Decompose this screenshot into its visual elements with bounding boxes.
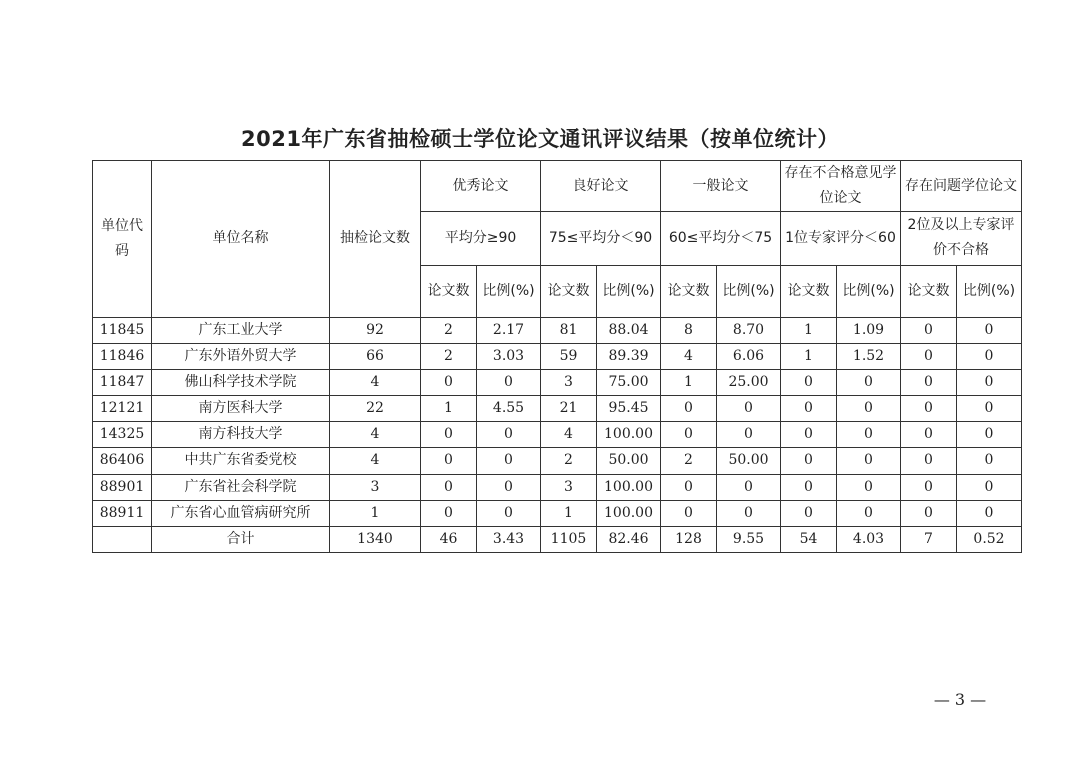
cell-total: 1340 xyxy=(330,526,421,552)
cell-count: 3 xyxy=(541,370,597,396)
sub-header-count: 论文数 xyxy=(661,265,717,317)
cell-ratio: 0 xyxy=(837,370,901,396)
cell-ratio: 0 xyxy=(837,448,901,474)
cell-count: 0 xyxy=(781,422,837,448)
cell-total: 66 xyxy=(330,343,421,369)
cell-count: 0 xyxy=(781,474,837,500)
cell-count: 46 xyxy=(421,526,477,552)
cell-ratio: 95.45 xyxy=(597,396,661,422)
cell-ratio: 0 xyxy=(837,422,901,448)
cell-count: 4 xyxy=(661,343,717,369)
cell-unit-code: 11845 xyxy=(93,317,152,343)
cell-unit-code: 12121 xyxy=(93,396,152,422)
cell-ratio: 1.09 xyxy=(837,317,901,343)
cell-count: 0 xyxy=(661,474,717,500)
cell-ratio: 0 xyxy=(717,500,781,526)
cell-count: 0 xyxy=(421,500,477,526)
cell-ratio: 50.00 xyxy=(717,448,781,474)
sub-header-count: 论文数 xyxy=(781,265,837,317)
cell-count: 0 xyxy=(781,500,837,526)
cell-ratio: 0 xyxy=(957,500,1022,526)
total-row xyxy=(93,526,1022,552)
cell-ratio: 0 xyxy=(957,474,1022,500)
cell-count: 1 xyxy=(661,370,717,396)
cell-count: 7 xyxy=(901,526,957,552)
cell-total: 4 xyxy=(330,370,421,396)
cell-count: 0 xyxy=(901,448,957,474)
header-unit-code: 单位代码 xyxy=(93,161,152,318)
cell-count: 4 xyxy=(541,422,597,448)
cell-ratio: 1.52 xyxy=(837,343,901,369)
cell-ratio: 4.55 xyxy=(477,396,541,422)
sub-header-count: 论文数 xyxy=(541,265,597,317)
cell-count: 54 xyxy=(781,526,837,552)
cell-count: 2 xyxy=(421,343,477,369)
cell-count: 3 xyxy=(541,474,597,500)
header-group-good: 良好论文 xyxy=(541,161,661,212)
cell-ratio: 0 xyxy=(837,474,901,500)
cell-count: 0 xyxy=(901,500,957,526)
cell-count: 59 xyxy=(541,343,597,369)
criterion-excellent: 平均分≥90 xyxy=(421,212,541,265)
cell-ratio: 0 xyxy=(477,448,541,474)
cell-ratio: 25.00 xyxy=(717,370,781,396)
cell-count: 128 xyxy=(661,526,717,552)
header-group-excellent: 优秀论文 xyxy=(421,161,541,212)
cell-ratio: 0 xyxy=(717,422,781,448)
sub-header-ratio: 比例(%) xyxy=(837,265,901,317)
cell-count: 1105 xyxy=(541,526,597,552)
cell-ratio: 0 xyxy=(957,448,1022,474)
cell-unit-name: 南方医科大学 xyxy=(152,396,330,422)
table-row xyxy=(93,474,1022,500)
cell-count: 0 xyxy=(781,396,837,422)
cell-count: 0 xyxy=(421,448,477,474)
cell-ratio: 8.70 xyxy=(717,317,781,343)
header-count: 抽检论文数 xyxy=(330,161,421,318)
cell-count: 0 xyxy=(781,370,837,396)
table-row xyxy=(93,500,1022,526)
cell-ratio: 0 xyxy=(957,317,1022,343)
cell-count: 0 xyxy=(661,396,717,422)
cell-count: 2 xyxy=(421,317,477,343)
cell-ratio: 6.06 xyxy=(717,343,781,369)
cell-unit-name: 合计 xyxy=(152,526,330,552)
cell-ratio: 100.00 xyxy=(597,474,661,500)
cell-total: 22 xyxy=(330,396,421,422)
cell-unit-code: 86406 xyxy=(93,448,152,474)
table-row xyxy=(93,448,1022,474)
cell-unit-code: 11847 xyxy=(93,370,152,396)
cell-count: 0 xyxy=(901,370,957,396)
table-row xyxy=(93,343,1022,369)
cell-unit-name: 佛山科学技术学院 xyxy=(152,370,330,396)
cell-count: 0 xyxy=(901,396,957,422)
cell-ratio: 0 xyxy=(957,396,1022,422)
cell-ratio: 0 xyxy=(957,343,1022,369)
cell-count: 1 xyxy=(781,343,837,369)
table-row xyxy=(93,370,1022,396)
cell-count: 81 xyxy=(541,317,597,343)
header-group-problem: 存在问题学位论文 xyxy=(901,161,1022,212)
cell-total: 3 xyxy=(330,474,421,500)
cell-ratio: 0 xyxy=(837,396,901,422)
header-group-unqualified: 存在不合格意见学位论文 xyxy=(781,161,901,212)
cell-ratio: 2.17 xyxy=(477,317,541,343)
cell-ratio: 3.43 xyxy=(477,526,541,552)
cell-unit-name: 中共广东省委党校 xyxy=(152,448,330,474)
cell-count: 8 xyxy=(661,317,717,343)
cell-ratio: 50.00 xyxy=(597,448,661,474)
table-row xyxy=(93,422,1022,448)
cell-count: 0 xyxy=(661,422,717,448)
cell-count: 21 xyxy=(541,396,597,422)
cell-ratio: 0 xyxy=(717,474,781,500)
cell-total: 1 xyxy=(330,500,421,526)
table-row xyxy=(93,317,1022,343)
cell-ratio: 100.00 xyxy=(597,500,661,526)
header-row-group xyxy=(93,161,1022,212)
cell-unit-code: 11846 xyxy=(93,343,152,369)
cell-unit-code: 88901 xyxy=(93,474,152,500)
cell-total: 4 xyxy=(330,448,421,474)
criterion-problem: 2位及以上专家评价不合格 xyxy=(901,212,1022,265)
page-number: — 3 — xyxy=(933,690,987,709)
cell-count: 2 xyxy=(541,448,597,474)
sub-header-ratio: 比例(%) xyxy=(957,265,1022,317)
cell-ratio: 100.00 xyxy=(597,422,661,448)
cell-count: 2 xyxy=(661,448,717,474)
cell-ratio: 88.04 xyxy=(597,317,661,343)
cell-ratio: 9.55 xyxy=(717,526,781,552)
cell-ratio: 82.46 xyxy=(597,526,661,552)
criterion-average: 60≤平均分＜75 xyxy=(661,212,781,265)
table-row xyxy=(93,396,1022,422)
document-title: 2021年广东省抽检硕士学位论文通讯评议结果（按单位统计） xyxy=(241,127,839,151)
cell-unit-name: 广东省心血管病研究所 xyxy=(152,500,330,526)
cell-count: 0 xyxy=(901,422,957,448)
cell-ratio: 4.03 xyxy=(837,526,901,552)
cell-ratio: 0 xyxy=(837,500,901,526)
results-table xyxy=(92,160,1022,553)
cell-unit-name: 广东工业大学 xyxy=(152,317,330,343)
sub-header-ratio: 比例(%) xyxy=(477,265,541,317)
criterion-good: 75≤平均分＜90 xyxy=(541,212,661,265)
cell-count: 0 xyxy=(781,448,837,474)
cell-ratio: 0 xyxy=(957,422,1022,448)
cell-count: 0 xyxy=(421,474,477,500)
sub-header-count: 论文数 xyxy=(421,265,477,317)
sub-header-count: 论文数 xyxy=(901,265,957,317)
cell-count: 1 xyxy=(421,396,477,422)
criterion-unqualified: 1位专家评分＜60 xyxy=(781,212,901,265)
cell-count: 0 xyxy=(421,422,477,448)
cell-total: 92 xyxy=(330,317,421,343)
cell-ratio: 3.03 xyxy=(477,343,541,369)
cell-ratio: 0 xyxy=(717,396,781,422)
sub-header-ratio: 比例(%) xyxy=(717,265,781,317)
cell-ratio: 89.39 xyxy=(597,343,661,369)
cell-ratio: 0 xyxy=(477,370,541,396)
cell-unit-name: 南方科技大学 xyxy=(152,422,330,448)
cell-ratio: 0 xyxy=(957,370,1022,396)
cell-count: 1 xyxy=(541,500,597,526)
cell-unit-code: 14325 xyxy=(93,422,152,448)
cell-count: 0 xyxy=(901,343,957,369)
cell-unit-code xyxy=(93,526,152,552)
cell-ratio: 0 xyxy=(477,422,541,448)
header-unit-name: 单位名称 xyxy=(152,161,330,318)
cell-count: 0 xyxy=(901,317,957,343)
cell-unit-name: 广东外语外贸大学 xyxy=(152,343,330,369)
cell-ratio: 0 xyxy=(477,474,541,500)
cell-ratio: 0.52 xyxy=(957,526,1022,552)
cell-ratio: 75.00 xyxy=(597,370,661,396)
cell-count: 1 xyxy=(781,317,837,343)
cell-total: 4 xyxy=(330,422,421,448)
cell-unit-name: 广东省社会科学院 xyxy=(152,474,330,500)
cell-ratio: 0 xyxy=(477,500,541,526)
cell-count: 0 xyxy=(901,474,957,500)
cell-unit-code: 88911 xyxy=(93,500,152,526)
sub-header-ratio: 比例(%) xyxy=(597,265,661,317)
header-group-average: 一般论文 xyxy=(661,161,781,212)
cell-count: 0 xyxy=(661,500,717,526)
cell-count: 0 xyxy=(421,370,477,396)
